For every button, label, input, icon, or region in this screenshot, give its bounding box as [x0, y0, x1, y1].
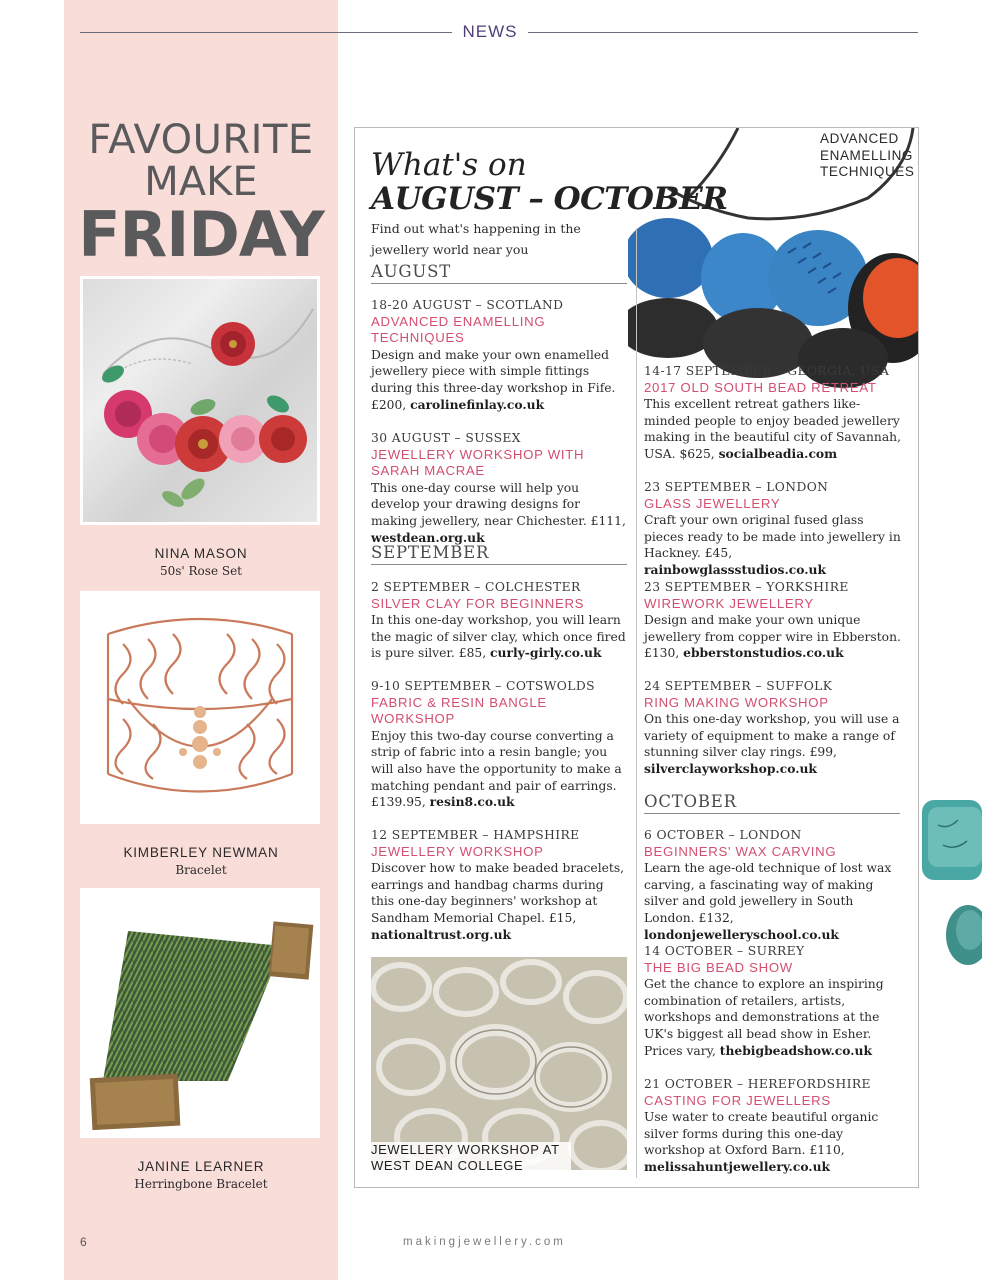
- event-link[interactable]: melissahuntjewellery.co.uk: [644, 1158, 831, 1174]
- page-number: 6: [80, 1235, 87, 1249]
- event-date: 2 SEPTEMBER – COLCHESTER: [371, 580, 581, 594]
- event-description: Enjoy this two-day course converting a strip of fabric into a resin bangle; you will also have the opportunity to make a matching pendant and pair of earrings. £139.95,: [371, 728, 622, 810]
- feature-title-line2: AUGUST – OCTOBER: [371, 181, 728, 217]
- rings-illustration: [371, 957, 627, 1170]
- event-link[interactable]: curly-girly.co.uk: [490, 645, 602, 661]
- section-heading-august: AUGUST: [371, 262, 627, 284]
- sidebar-title-line3: FRIDAY: [78, 198, 324, 271]
- event-title: WIREWORK JEWELLERY: [644, 595, 814, 611]
- event-date: 12 SEPTEMBER – HAMPSHIRE: [371, 828, 580, 842]
- event-link[interactable]: carolinefinlay.co.uk: [410, 396, 545, 412]
- event-link[interactable]: rainbowglassstudios.co.uk: [644, 561, 826, 577]
- make-caption-2: [64, 845, 338, 877]
- footer-website[interactable]: makingjewellery.com: [403, 1236, 566, 1248]
- event-title: ADVANCED ENAMELLING TECHNIQUES: [371, 313, 546, 346]
- event-listing: [371, 579, 629, 662]
- event-title: THE BIG BEAD SHOW: [644, 959, 793, 975]
- copper-bracelet-illustration: [83, 594, 317, 821]
- event-listing: [371, 678, 629, 811]
- event-listing: [371, 297, 629, 413]
- event-description: Discover how to make beaded bracelets, earrings and handbag charms during this one-day beginners' workshop at Sandham Memorial Chapel. £15,: [371, 861, 625, 925]
- section-label: NEWS: [462, 22, 518, 41]
- feature-title: [371, 147, 728, 217]
- event-link[interactable]: westdean.org.uk: [371, 529, 485, 545]
- event-description: This excellent retreat gathers like-minded people to enjoy beaded jewellery making in the beautiful city of Savannah, USA. $625,: [644, 397, 901, 461]
- maker-name: NINA MASON: [154, 546, 248, 561]
- section-heading-september: SEPTEMBER: [371, 543, 627, 565]
- event-description: In this one-day workshop, you will learn the magic of silver clay, which once fired is pure silver. £85,: [371, 613, 626, 661]
- event-link[interactable]: thebigbeadshow.co.uk: [719, 1042, 872, 1058]
- event-link[interactable]: socialbeadia.com: [718, 445, 838, 461]
- herringbone-bracelet-illustration: [83, 891, 317, 1135]
- event-listing: [644, 363, 902, 463]
- event-description: On this one-day workshop, you will use a variety of equipment to make a range of stunning silver clay rings. £99,: [644, 712, 900, 760]
- event-title: CASTING FOR JEWELLERS: [644, 1092, 831, 1108]
- event-date: 30 AUGUST – SUSSEX: [371, 431, 521, 445]
- make-item: 50s' Rose Set: [159, 564, 243, 578]
- event-listing: [644, 827, 902, 943]
- event-title: SILVER CLAY FOR BEGINNERS: [371, 595, 585, 611]
- event-date: 21 OCTOBER – HEREFORDSHIRE: [644, 1077, 871, 1091]
- make-item: Bracelet: [175, 863, 227, 877]
- event-description: Learn the age-old technique of lost wax carving, a fascinating way of making silver and gold jewellery in South London. £132,: [644, 861, 892, 925]
- maker-name: JANINE LEARNER: [137, 1159, 265, 1174]
- feature-intro: Find out what's happening in the jewellery world near you: [371, 221, 581, 257]
- maker-name: KIMBERLEY NEWMAN: [123, 845, 279, 860]
- event-description: Use water to create beautiful organic silver forms during this one-day workshop at Oxford Barn. £110,: [644, 1110, 879, 1158]
- event-link[interactable]: resin8.co.uk: [429, 794, 515, 810]
- event-date: 14 OCTOBER – SURREY: [644, 944, 805, 958]
- event-description: Design and make your own enamelled jewellery piece with simple fittings during this three-day workshop in Fife. £200,: [371, 347, 616, 412]
- rose-set-photo: [80, 276, 320, 525]
- event-listing: [644, 678, 902, 778]
- event-listing: [644, 943, 902, 1059]
- make-item: Herringbone Bracelet: [134, 1177, 268, 1191]
- turquoise-stones-photo: [918, 795, 982, 975]
- event-listing: [644, 1076, 902, 1176]
- event-link[interactable]: londonjewelleryschool.co.uk: [644, 926, 839, 942]
- sidebar-title: [64, 117, 338, 271]
- event-title: 2017 OLD SOUTH BEAD RETREAT: [644, 379, 877, 395]
- feature-title-line1: What's on: [371, 147, 527, 183]
- event-date: 24 SEPTEMBER – SUFFOLK: [644, 679, 833, 693]
- rose-set-illustration: [83, 279, 317, 522]
- event-description: Craft your own original fused glass pieces ready to be made into jewellery in Hackney. £45,: [644, 513, 901, 561]
- section-heading-october: OCTOBER: [644, 792, 900, 814]
- event-description: Design and make your own unique jewellery from copper wire in Ebberston. £130,: [644, 613, 901, 661]
- event-link[interactable]: nationaltrust.org.uk: [371, 926, 512, 942]
- necklace-caption-text: ADVANCED ENAMELLING TECHNIQUES: [820, 131, 915, 179]
- copper-bracelet-photo: [80, 591, 320, 824]
- event-title: GLASS JEWELLERY: [644, 495, 781, 511]
- event-listing: [644, 579, 902, 662]
- event-title: FABRIC & RESIN BANGLE WORKSHOP: [371, 694, 547, 727]
- event-date: 14-17 SEPTEMBER – GEORGIA, USA: [644, 364, 890, 378]
- event-description: This one-day course will help you develop your drawing designs for making jewellery, near Chichester. £111,: [371, 480, 626, 528]
- sidebar-title-line2: MAKE: [144, 159, 258, 205]
- section-header: [80, 20, 918, 44]
- event-listing: [371, 827, 629, 943]
- event-listing: [644, 479, 902, 579]
- event-date: 23 SEPTEMBER – LONDON: [644, 480, 829, 494]
- column-divider: [636, 228, 637, 1178]
- event-date: 23 SEPTEMBER – YORKSHIRE: [644, 580, 849, 594]
- header-rule-right: [528, 32, 918, 33]
- sidebar-title-line1: FAVOURITE: [88, 117, 314, 163]
- event-title: BEGINNERS' WAX CARVING: [644, 843, 837, 859]
- event-link[interactable]: ebberstonstudios.co.uk: [683, 645, 844, 661]
- make-caption-3: [64, 1159, 338, 1191]
- event-date: 6 OCTOBER – LONDON: [644, 828, 802, 842]
- event-listing: [371, 430, 629, 546]
- event-title: JEWELLERY WORKSHOP: [371, 843, 544, 859]
- event-description: Get the chance to explore an inspiring combination of retailers, artists, workshops and demonstrations at the UK's biggest all bead show in Esher. Prices vary,: [644, 977, 884, 1058]
- event-date: 18-20 AUGUST – SCOTLAND: [371, 298, 564, 312]
- header-rule-left: [80, 32, 452, 33]
- herringbone-bracelet-photo: [80, 888, 320, 1138]
- event-title: RING MAKING WORKSHOP: [644, 694, 829, 710]
- necklace-photo-caption: [820, 131, 915, 181]
- event-date: 9-10 SEPTEMBER – COTSWOLDS: [371, 679, 595, 693]
- event-title: JEWELLERY WORKSHOP WITH SARAH MACRAE: [371, 446, 585, 479]
- make-caption-1: [64, 546, 338, 578]
- rings-photo: [371, 957, 627, 1170]
- rings-photo-caption: JEWELLERY WORKSHOP AT WEST DEAN COLLEGE: [371, 1142, 571, 1174]
- event-link[interactable]: silverclayworkshop.co.uk: [644, 760, 817, 776]
